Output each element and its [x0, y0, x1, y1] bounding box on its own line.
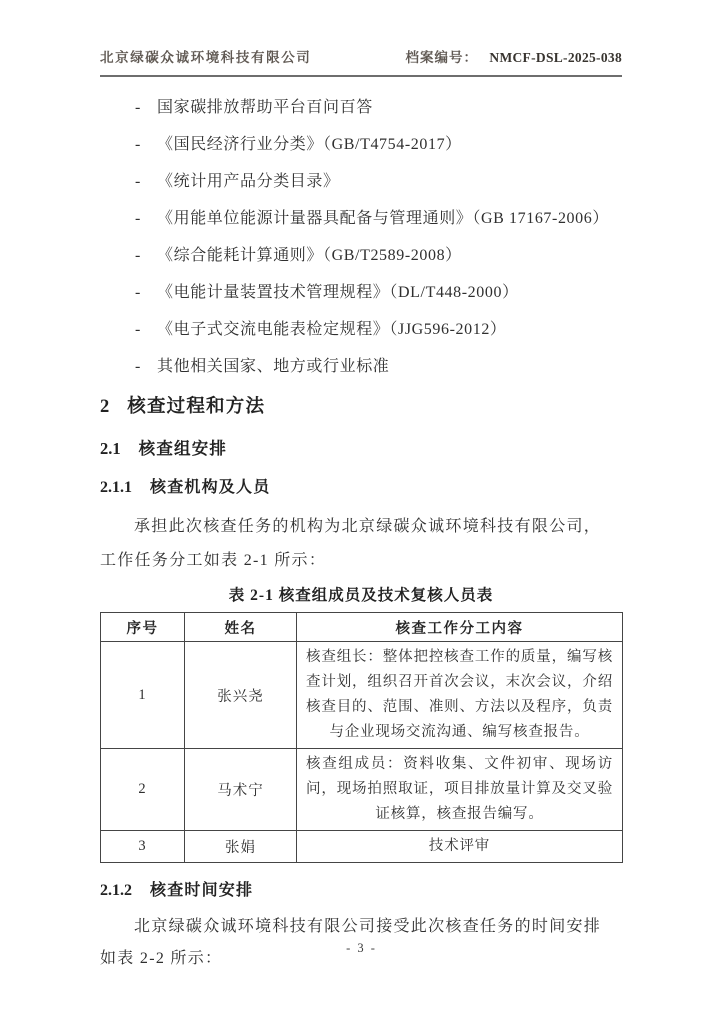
cell-duty: 核查组成员：资料收集、文件初审、现场访问，现场拍照取证，项目排放量计算及交叉验证核算，核查报告编写。	[297, 749, 623, 831]
reference-list-item	[100, 274, 622, 311]
paragraph-line: 如表 2-2 所示：	[100, 950, 223, 967]
reference-text: 《电子式交流电能表检定规程》（JJG596-2012）	[157, 321, 507, 338]
section-2-1-heading	[100, 438, 622, 460]
list-dash: -	[135, 99, 141, 116]
section-2-heading	[100, 395, 622, 419]
table-row	[101, 831, 623, 863]
list-dash: -	[135, 136, 141, 153]
reference-text: 《综合能耗计算通则》（GB/T2589-2008）	[157, 247, 462, 264]
list-dash: -	[135, 247, 141, 264]
section-title: 核查过程和方法	[127, 397, 266, 417]
cell-name: 马术宁	[185, 749, 297, 831]
page-number: - 3 -	[346, 941, 377, 955]
list-dash: -	[135, 173, 141, 190]
header-company-name: 北京绿碳众诚环境科技有限公司	[100, 50, 312, 65]
section-2-1-1-heading	[100, 477, 622, 499]
col-header-name: 姓名	[185, 613, 297, 642]
list-dash: -	[135, 284, 141, 301]
section-title: 核查组安排	[138, 439, 228, 458]
cell-name: 张兴尧	[185, 642, 297, 749]
archive-number-value: NMCF-DSL-2025-038	[489, 50, 622, 65]
reference-list-item	[100, 163, 622, 200]
reference-list-item	[100, 348, 622, 385]
table-row	[101, 749, 623, 831]
reference-list-item	[100, 237, 622, 274]
reference-text: 国家碳排放帮助平台百问百答	[157, 99, 373, 116]
cell-name: 张娟	[185, 831, 297, 863]
list-dash: -	[135, 210, 141, 227]
cell-duty: 技术评审	[297, 831, 623, 863]
archive-number-label: 档案编号：	[405, 50, 479, 65]
page-header	[100, 46, 622, 77]
reference-text: 《国民经济行业分类》（GB/T4754-2017）	[157, 136, 462, 153]
section-title: 核查机构及人员	[150, 479, 271, 496]
reference-list-item	[100, 311, 622, 348]
archive-number	[406, 46, 622, 66]
section-number: 2.1.2	[100, 882, 132, 899]
section-number: 2	[100, 397, 110, 417]
reference-list-item	[100, 89, 622, 126]
list-dash: -	[135, 321, 141, 338]
table-header-row	[101, 613, 623, 642]
section-number: 2.1.1	[100, 479, 132, 496]
section-title: 核查时间安排	[150, 882, 254, 899]
col-header-duty: 核查工作分工内容	[297, 613, 623, 642]
table-caption: 表 2-1 核查组成员及技术复核人员表	[228, 587, 494, 604]
paragraph-line: 北京绿碳众诚环境科技有限公司接受此次核查任务的时间安排	[134, 918, 602, 935]
reference-text: 其他相关国家、地方或行业标准	[157, 358, 390, 375]
cell-no: 1	[101, 642, 185, 749]
reference-text: 《电能计量装置技术管理规程》（DL/T448-2000）	[157, 284, 519, 301]
reference-list	[100, 89, 622, 385]
reference-list-item	[100, 200, 622, 237]
paragraph-line: 承担此次核查任务的机构为北京绿碳众诚环境科技有限公司，	[134, 518, 602, 535]
page-body	[100, 89, 622, 975]
section-2-1-2-heading	[100, 880, 622, 902]
cell-no: 2	[101, 749, 185, 831]
col-header-no: 序号	[101, 613, 185, 642]
cell-no: 3	[101, 831, 185, 863]
paragraph-line: 工作任务分工如表 2-1 所示：	[100, 552, 327, 569]
reference-list-item	[100, 126, 622, 163]
table-row	[101, 642, 623, 749]
section-number: 2.1	[100, 439, 121, 458]
reference-text: 《用能单位能源计量器具配备与管理通则》（GB 17167-2006）	[157, 210, 609, 227]
intro-paragraph	[100, 510, 622, 578]
cell-duty: 核查组长：整体把控核查工作的质量，编写核查计划，组织召开首次会议，末次会议，介绍核查目的、范围、准则、方法以及程序，负责与企业现场交流沟通、编写核查报告。	[297, 642, 623, 749]
reference-text: 《统计用产品分类目录》	[157, 173, 340, 190]
verification-team-table	[100, 612, 623, 863]
list-dash: -	[135, 358, 141, 375]
